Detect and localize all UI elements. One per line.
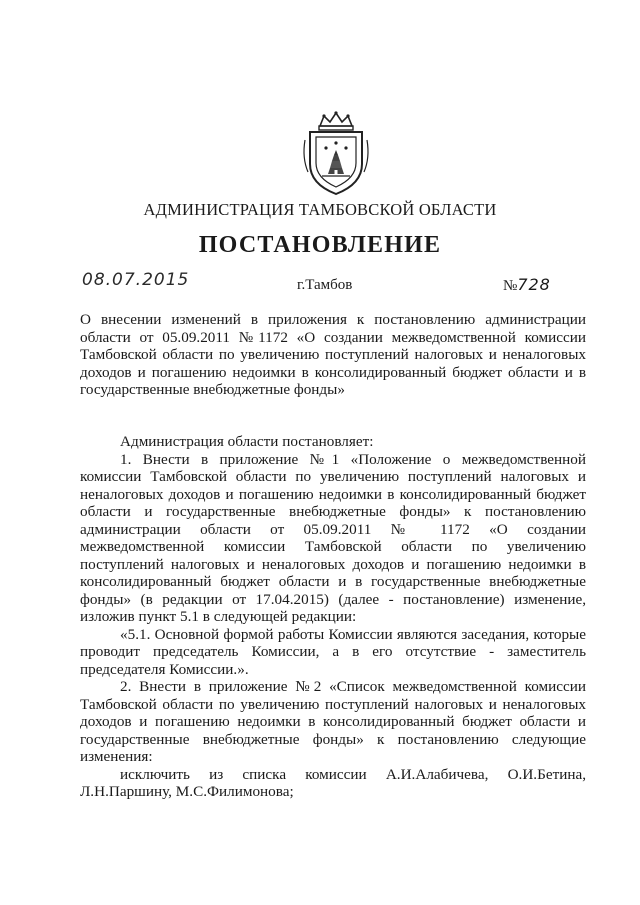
quoted-clause: «5.1. Основной формой работы Комиссии являются заседания, которые проводит председатель Комиссии, а в его отсутствие - заместитель председателя Комиссии.». (80, 625, 586, 678)
exclusion-clause: исключить из списка комиссии А.И.Алабичева, О.И.Бетина, Л.Н.Паршину, М.С.Филимонова; (80, 765, 586, 800)
document-date: 08.07.2015 (82, 270, 190, 290)
document-city: г.Тамбов (297, 277, 353, 293)
document-subject: О внесении изменений в приложения к постановлению администрации области от 05.09.2011 №1172 «О создании межведомственной комиссии Тамбовской области по увеличению поступлений налоговых и неналоговых доходов и погашению недоимки в консолидированный бюджет области и в государственные внебюджетные фонды» (80, 311, 586, 398)
document-number-value: 728 (517, 275, 551, 294)
document-number-prefix: № (503, 278, 518, 294)
organization-name: АДМИНИСТРАЦИЯ ТАМБОВСКОЙ ОБЛАСТИ (143, 200, 497, 219)
item-2: 2. Внести в приложение №2 «Список межведомственной комиссии Тамбовской области по увеличению поступлений налоговых и неналоговых доходов и погашению недоимки в консолидированный бюджет области и государственные внебюджетные фонды» к постановлению следующие изменения: (80, 678, 586, 765)
document-number (503, 275, 551, 295)
preamble: Администрация области постановляет: (120, 433, 374, 450)
document-type: ПОСТАНОВЛЕНИЕ (198, 232, 442, 258)
coat-of-arms-icon (300, 110, 372, 196)
document-body (80, 433, 586, 801)
item-1: 1. Внести в приложение №1 «Положение о межведомственной комиссии Тамбовской области по увеличению поступлений налоговых и неналоговых доходов и погашению недоимки в консолидированный бюджет области и государственные внебюджетные фонды» к постановлению администрации области от 05.09.2011 № 1172 «О создании межведомственной комиссии Тамбовской области по увеличению поступлений налоговых и неналоговых доходов и погашению недоимки в консолидированный бюджет области и в государственные внебюджетные фонды» (в редакции от 17.04.2015) (далее - постановление) изменение, изложив пункт 5.1 в следующей редакции: (80, 450, 586, 625)
